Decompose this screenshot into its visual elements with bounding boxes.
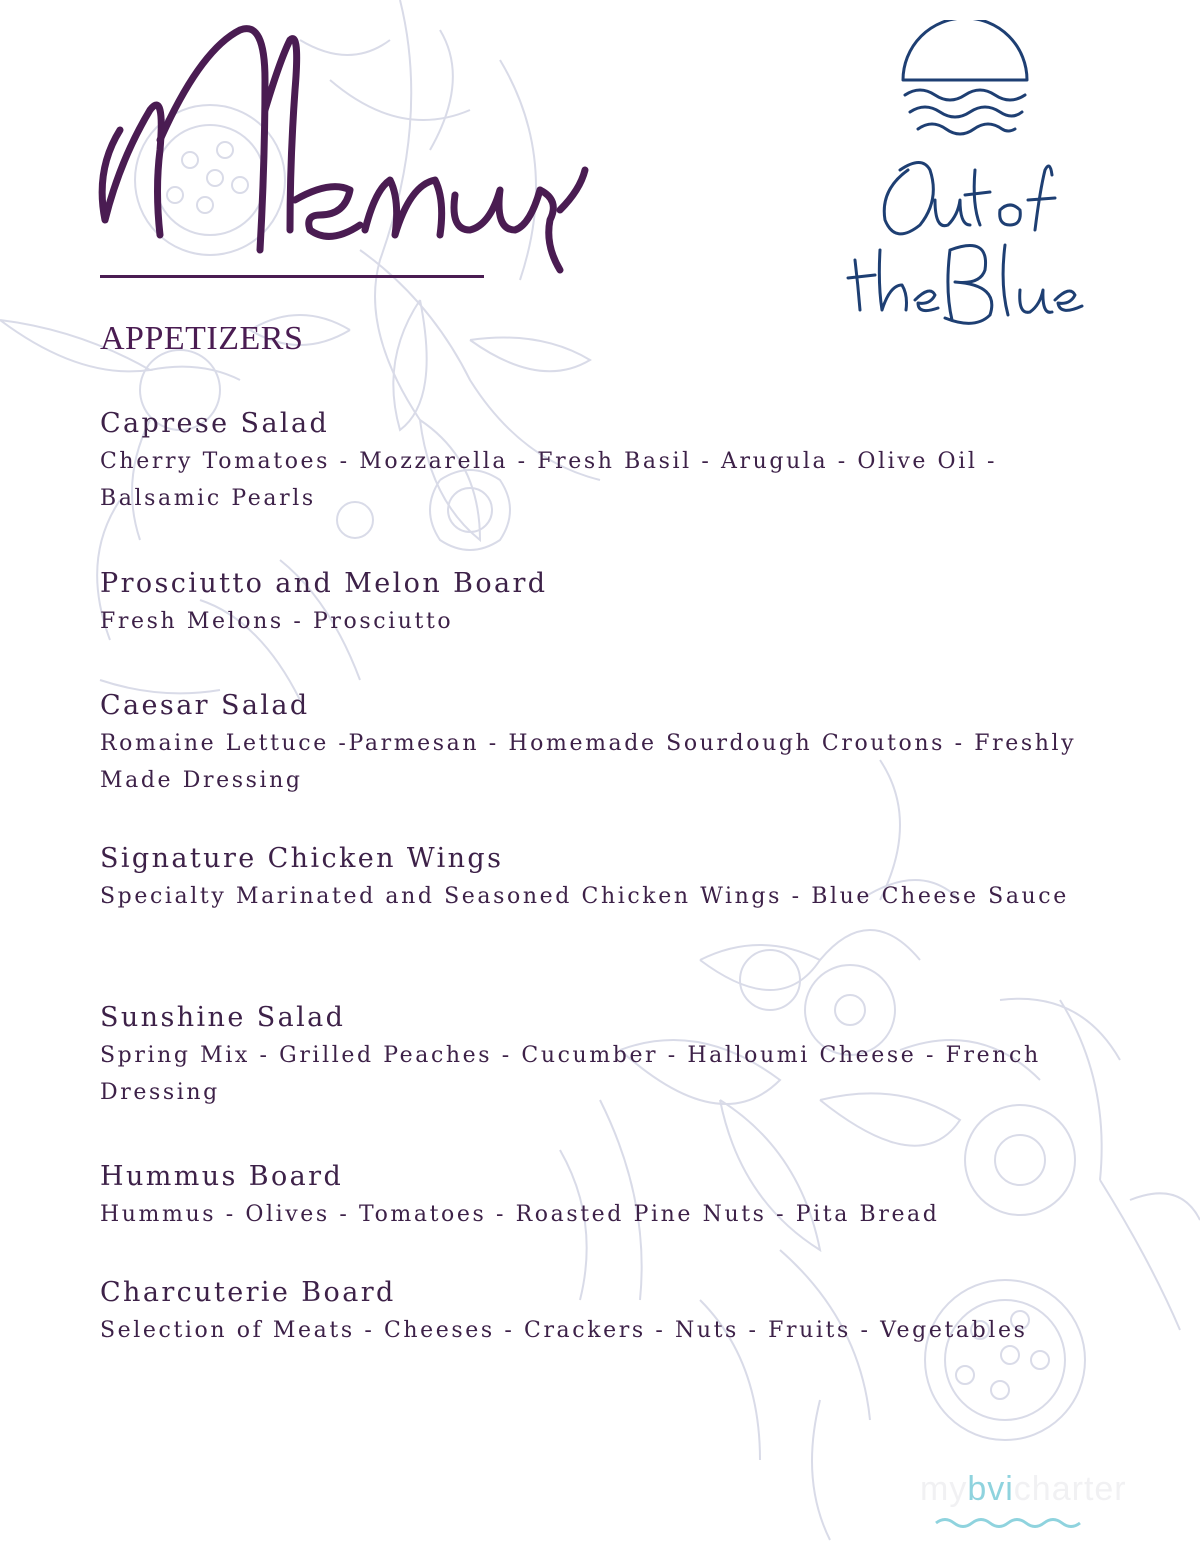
menu-item [100, 1158, 1110, 1233]
menu-item [100, 565, 1110, 640]
section-heading-appetizers: APPETIZERS [100, 320, 304, 357]
menu-item-description: Hummus - Olives - Tomatoes - Roasted Pine Nuts - Pita Bread [100, 1202, 940, 1227]
menu-item-name: Caprese Salad [100, 408, 330, 439]
watermark-logo [920, 1470, 1180, 1530]
menu-item-name: Charcuterie Board [100, 1277, 396, 1308]
page-title [90, 20, 610, 280]
menu-item-description: Specialty Marinated and Seasoned Chicken Wings - Blue Cheese Sauce [100, 884, 1069, 909]
menu-item [100, 687, 1110, 799]
menu-item-name: Prosciutto and Melon Board [100, 568, 548, 599]
restaurant-logo [840, 20, 1090, 340]
menu-item-name: Hummus Board [100, 1161, 344, 1192]
wave-icon [934, 1516, 1084, 1530]
menu-item [100, 840, 1110, 915]
watermark-part-2: bvi [967, 1470, 1014, 1508]
menu-script-lettering [90, 20, 610, 280]
watermark-part-3: charter [1013, 1470, 1127, 1508]
menu-item-description: Cherry Tomatoes - Mozzarella - Fresh Basil - Arugula - Olive Oil - Balsamic Pearls [100, 449, 998, 511]
menu-item-name: Signature Chicken Wings [100, 843, 504, 874]
title-divider [100, 275, 484, 278]
menu-item-description: Selection of Meats - Cheeses - Crackers - Nuts - Fruits - Vegetables [100, 1318, 1028, 1343]
menu-item-name: Caesar Salad [100, 690, 310, 721]
menu-item-description: Romaine Lettuce -Parmesan - Homemade Sourdough Croutons - Freshly Made Dressing [100, 731, 1077, 793]
menu-item [100, 1274, 1110, 1349]
menu-item [100, 405, 1110, 517]
menu-item-name: Sunshine Salad [100, 1002, 346, 1033]
watermark-part-1: my [920, 1470, 968, 1508]
logo-art [840, 20, 1090, 340]
menu-item [100, 999, 1110, 1111]
menu-item-description: Fresh Melons - Prosciutto [100, 609, 454, 634]
menu-item-description: Spring Mix - Grilled Peaches - Cucumber - Halloumi Cheese - French Dressing [100, 1043, 1041, 1105]
watermark-text [920, 1470, 1180, 1509]
